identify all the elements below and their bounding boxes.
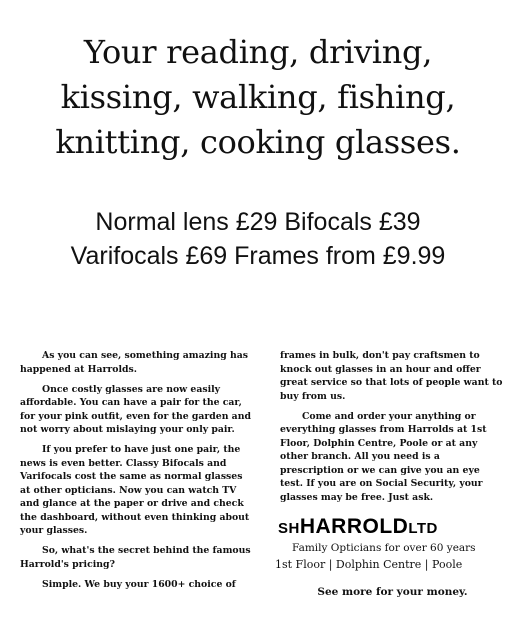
body-paragraph: Simple. We buy your 1600+ choice of xyxy=(42,578,236,590)
headline-line-3: knitting, cooking glasses. xyxy=(55,123,461,161)
headline xyxy=(0,30,516,165)
body-paragraph: If you prefer to have just one pair, the news is even better. Classy Bifocals and Varifocals cost the same as normal glasses at other opticians. Now you can watch TV and glance at the paper or drive and check the dashboard, without even thinking about your glasses. xyxy=(20,444,250,536)
brand-tagline: Family Opticians for over 60 years xyxy=(292,541,476,554)
body-column-left xyxy=(20,349,252,598)
headline-line-1: Your reading, driving, xyxy=(83,33,433,71)
body-paragraph: Come and order your anything or everything glasses from Harrolds at 1st Floor, Dolphin Centre, Poole or at any other branch. All you need is a prescription or we can give you an eye test. If you are on Social Security, your glasses may be free. Just ask. xyxy=(280,410,487,503)
price-line-1: Normal lens £29 Bifocals £39 xyxy=(95,208,421,236)
body-paragraph: So, what's the secret behind the famous Harrold's pricing? xyxy=(20,545,251,570)
brand-prefix: SH xyxy=(278,520,300,537)
brand-address: 1st Floor | Dolphin Centre | Poole xyxy=(275,558,463,571)
body-paragraph: As you can see, something amazing has happened at Harrolds. xyxy=(20,350,248,375)
price-line-2: Varifocals £69 Frames from £9.99 xyxy=(70,242,446,270)
brand-name: HARROLD xyxy=(299,515,409,538)
body-paragraph: Once costly glasses are now easily affordable. You can have a pair for the car, for your pink outfit, even for the garden and not worry about mislaying your only pair. xyxy=(20,383,251,435)
brand-logo xyxy=(278,515,505,538)
brand-slogan: See more for your money. xyxy=(317,585,468,598)
brand-suffix: LTD xyxy=(408,520,438,537)
price-list xyxy=(0,205,516,273)
headline-line-2: kissing, walking, fishing, xyxy=(60,78,456,116)
body-column-right xyxy=(275,349,505,599)
body-paragraph: frames in bulk, don't pay craftsmen to knock out glasses in an hour and offer great service so that lots of people want to buy from us. xyxy=(280,350,503,402)
